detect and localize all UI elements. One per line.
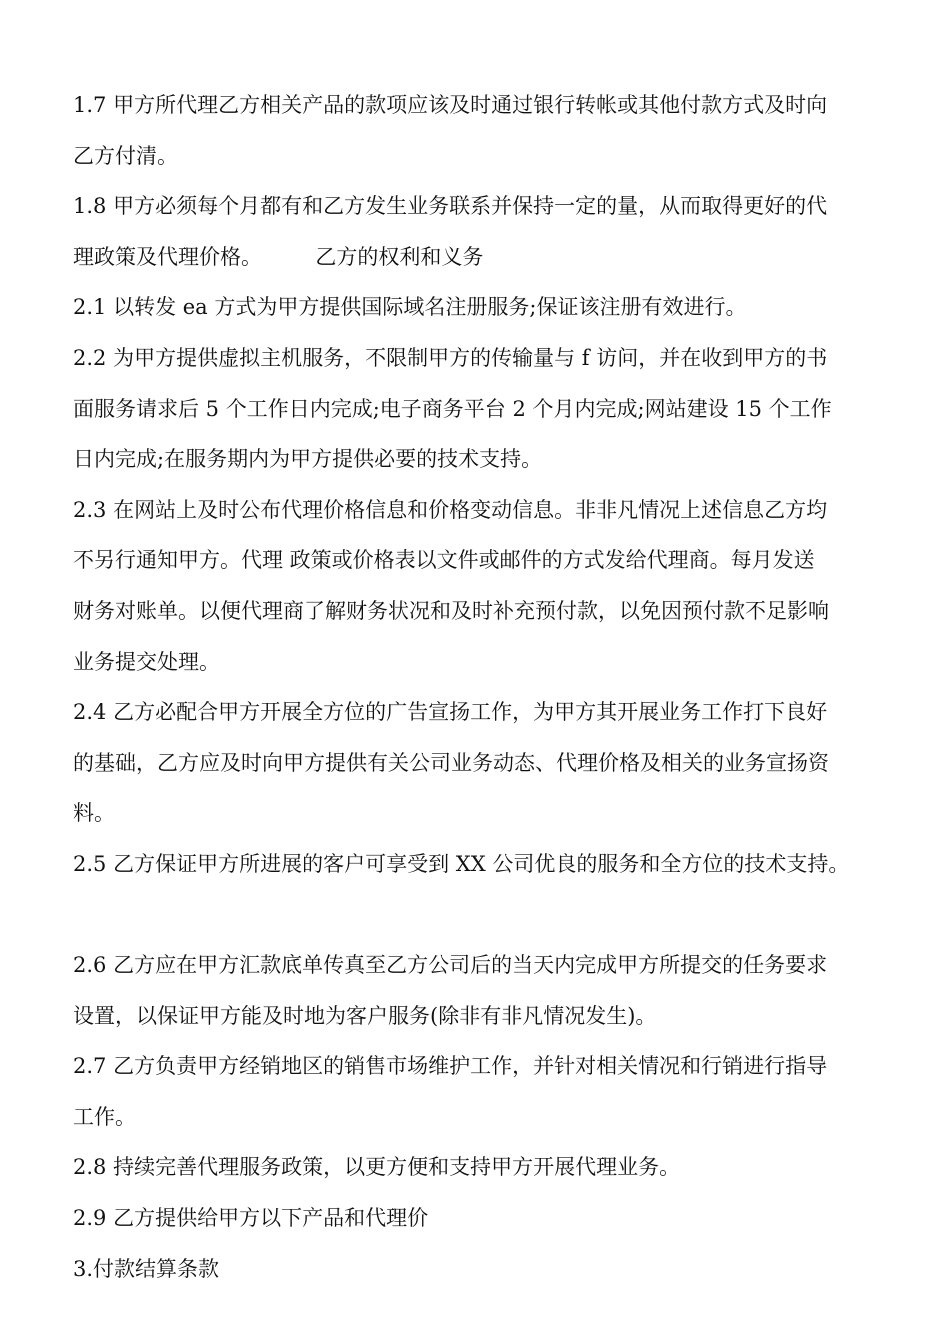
text-line: 业务提交处理。 [73,649,220,674]
text-line: 设置，以保证甲方能及时地为客户服务(除非有非凡情况发生)。 [73,1003,657,1028]
blank-line [73,890,893,941]
text-line: 财务对账单。以便代理商了解财务状况和及时补充预付款，以免因预付款不足影响 [73,598,829,623]
text-line: 2.5 乙方保证甲方所进展的客户可享受到 XX 公司优良的服务和全方位的技术支持。 [73,851,850,876]
text-line: 1.8 甲方必须每个月都有和乙方发生业务联系并保持一定的量，从而取得更好的代 [73,194,828,219]
text-line: 2.4 乙方必配合甲方开展全方位的广告宣扬工作，为甲方其开展业务工作打下良好 [73,700,828,725]
text-line: 乙方付清。 [73,143,178,168]
document-body [73,80,893,1294]
text-line: 2.9 乙方提供给甲方以下产品和代理价 [73,1206,429,1231]
text-line: 1.7 甲方所代理乙方相关产品的款项应该及时通过银行转帐或其他付款方式及时向 [73,93,828,117]
text-line: 2.3 在网站上及时公布代理价格信息和价格变动信息。非非凡情况上述信息乙方均 [73,497,828,522]
text-line: 2.7 乙方负责甲方经销地区的销售市场维护工作，并针对相关情况和行销进行指导 [73,1054,828,1079]
text-line: 3.付款结算条款 [73,1256,220,1281]
text-line: 理政策及代理价格。 乙方的权利和义务 [73,244,484,269]
text-line: 面服务请求后 5 个工作日内完成;电子商务平台 2 个月内完成;网站建设 15 个工作 [73,396,832,421]
text-line: 的基础，乙方应及时向甲方提供有关公司业务动态、代理价格及相关的业务宣扬资 [73,750,829,775]
text-line: 2.1 以转发 ea 方式为甲方提供国际域名注册服务;保证该注册有效进行。 [73,295,747,320]
text-line: 料。 [73,801,115,826]
text-line: 2.2 为甲方提供虚拟主机服务，不限制甲方的传输量与 f 访问，并在收到甲方的书 [73,345,828,370]
text-line: 日内完成;在服务期内为甲方提供必要的技术支持。 [73,447,543,472]
text-line: 工作。 [73,1104,136,1129]
text-line: 2.6 乙方应在甲方汇款底单传真至乙方公司后的当天内完成甲方所提交的任务要求 [73,953,828,978]
text-line: 2.8 持续完善代理服务政策，以更方便和支持甲方开展代理业务。 [73,1155,681,1180]
text-line: 不另行通知甲方。代理 政策或价格表以文件或邮件的方式发给代理商。每月发送 [73,548,815,573]
